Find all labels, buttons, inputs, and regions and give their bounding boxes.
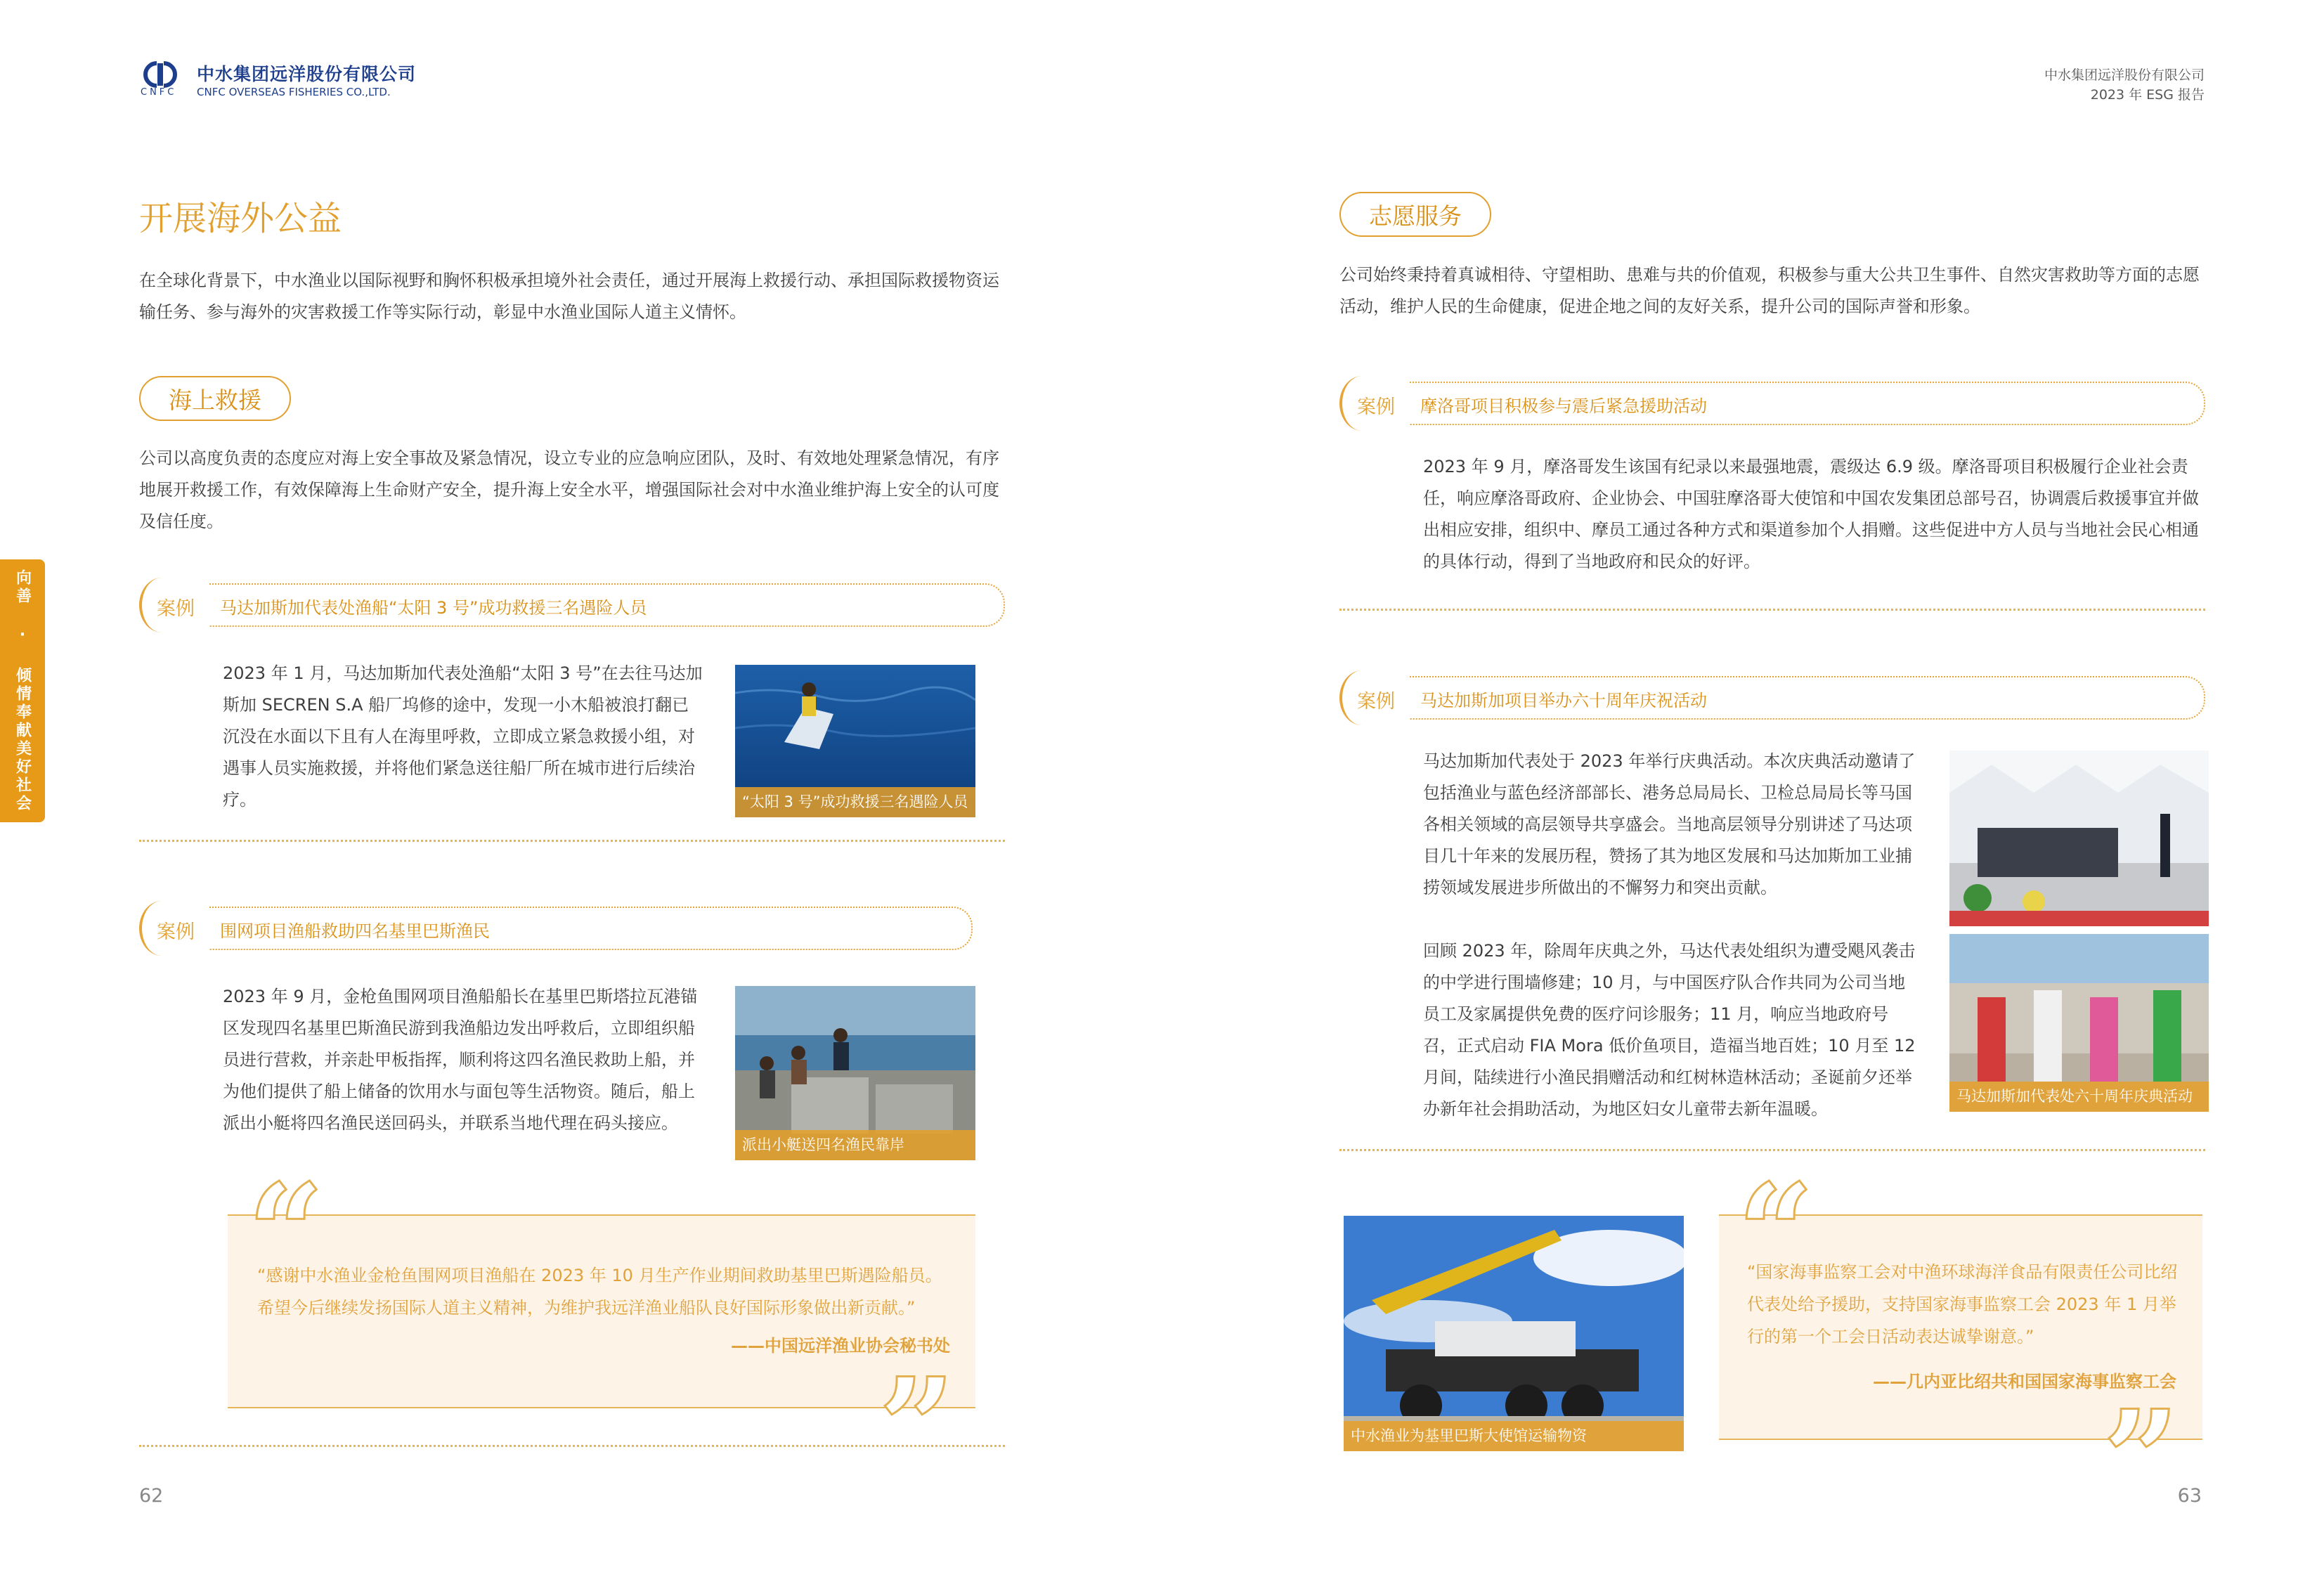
ceremony-photo xyxy=(1949,751,2209,926)
section-pill-rescue: 海上救援 xyxy=(139,376,291,421)
rescue-photo xyxy=(735,665,975,817)
photo-caption: “太阳 3 号”成功救援三名遇险人员 xyxy=(735,787,975,817)
divider xyxy=(1339,609,2205,611)
case-label: 案例 xyxy=(157,598,195,620)
close-quote-icon: ” xyxy=(2103,1381,2180,1538)
case-label: 案例 xyxy=(157,921,195,943)
case-header xyxy=(1339,676,2205,720)
divider xyxy=(139,840,1005,842)
case-text: 马达加斯加代表处于 2023 年举行庆典活动。本次庆典活动邀请了包括渔业与蓝色经济部部长、港务总局局长、卫检总局局长等马国各相关领域的高层领导共享盛会。当地高层领导分别讲述了马达项目几十年来的发展历程，赞扬了其为地区发展和马达加斯加工业捕捞领域发展进步所做出的不懈努力和突出贡献。 xyxy=(1423,751,1916,897)
case-title: 马达加斯加项目举办六十周年庆祝活动 xyxy=(1420,691,1707,710)
photo-caption: 派出小艇送四名渔民靠岸 xyxy=(735,1130,975,1160)
section-pill-volunteer: 志愿服务 xyxy=(1339,192,1491,237)
header-company: 中水集团远洋股份有限公司 xyxy=(2044,67,2205,83)
case-text: 2023 年 1 月，马达加斯加代表处渔船“太阳 3 号”在去往马达加斯加 SECREN S.A 船厂坞修的途中，发现一小木船被浪打翻已沉没在水面以下且有人在海里呼救，立即成立紧急救援小组，对遇事人员实施救援，并将他们紧急送往船厂所在城市进行后续治疗。 xyxy=(223,663,703,810)
divider xyxy=(139,1445,1005,1447)
page-number: 62 xyxy=(139,1485,164,1507)
company-name-cn: 中水集团远洋股份有限公司 xyxy=(197,64,417,84)
photo-caption: 马达加斯加代表处六十周年庆典活动 xyxy=(1949,1082,2209,1112)
case-text-2: 回顾 2023 年，除周年庆典之外，马达代表处组织为遭受飓风袭击的中学进行围墙修建；10 月，与中国医疗队合作共同为公司当地员工及家属提供免费的医疗问诊服务；11 月，响应当地政府号召，正式启动 FIA Mora 低价鱼项目，造福当地百姓；10 月至 12 月间，陆续进行小渔民捐赠活动和红树林造林活动；圣诞前夕还举办新年社会捐助活动，为地区妇女儿童带去新年温暖。 xyxy=(1423,941,1916,1119)
case-header xyxy=(1339,382,2205,425)
quote-text: “国家海事监察工会对中渔环球海洋食品有限责任公司比绍代表处给予援助，支持国家海事监察工会 2023 年 1 月举行的第一个工会日活动表达诚挚谢意。” xyxy=(1747,1262,2178,1346)
rescue-text: 公司以高度负责的态度应对海上安全事故及紧急情况，设立专业的应急响应团队，及时、有效地处理紧急情况，有序地展开救援工作，有效保障海上生命财产安全，提升海上安全水平，增强国际社会对中水渔业维护海上安全的认可度及信任度。 xyxy=(139,448,999,531)
case-label: 案例 xyxy=(1357,396,1395,418)
open-quote-icon: “ xyxy=(1737,1155,1815,1311)
case-title: 围网项目渔船救助四名基里巴斯渔民 xyxy=(220,921,490,941)
case-text: 2023 年 9 月，摩洛哥发生该国有纪录以来最强地震，震级达 6.9 级。摩洛哥项目积极履行企业社会责任，响应摩洛哥政府、企业协会、中国驻摩洛哥大使馆和中国农发集团总部号召，协调震后救援事宜并做出相应安排，组织中、摩员工通过各种方式和渠道参加个人捐赠。这些促进中方人员与当地社会民心相通的具体行动，得到了当地政府和民众的好评。 xyxy=(1423,457,2199,571)
chapter-side-tab: 向善 · 倾情奉献美好社会 xyxy=(0,559,45,822)
left-intro: 在全球化背景下，中水渔业以国际视野和胸怀积极承担境外社会责任，通过开展海上救援行动、承担国际救援物资运输任务、参与海外的灾害救援工作等实际行动，彰显中水渔业国际人道主义情怀。 xyxy=(139,271,999,322)
truck-photo xyxy=(1344,1216,1684,1451)
close-quote-icon: ” xyxy=(878,1349,956,1505)
volunteer-intro: 公司始终秉持着真诚相待、守望相助、患难与共的价值观，积极参与重大公共卫生事件、自然灾害救助等方面的志愿活动，维护人民的生命健康，促进企地之间的友好关系，提升公司的国际声誉和形象。 xyxy=(1339,265,2200,316)
header-report: 2023 年 ESG 报告 xyxy=(2090,87,2205,103)
fishermen-photo xyxy=(735,986,975,1160)
page-number: 63 xyxy=(2177,1485,2202,1507)
company-name-en: CNFC OVERSEAS FISHERIES CO.,LTD. xyxy=(197,86,391,98)
dance-photo xyxy=(1949,934,2209,1112)
open-quote-icon: “ xyxy=(247,1155,325,1311)
case-label: 案例 xyxy=(1357,691,1395,713)
case-title: 摩洛哥项目积极参与震后紧急援助活动 xyxy=(1420,396,1707,416)
case-text: 2023 年 9 月，金枪鱼围网项目渔船船长在基里巴斯塔拉瓦港锚区发现四名基里巴斯渔民游到我渔船边发出呼救后，立即组织船员进行营救，并亲赴甲板指挥，顺利将这四名渔民救助上船，并为他们提供了船上储备的饮用水与面包等生活物资。随后，船上派出小艇将四名渔民送回码头，并联系当地代理在码头接应。 xyxy=(223,987,698,1133)
case-header xyxy=(139,907,973,950)
page-title: 开展海外公益 xyxy=(139,199,342,238)
logo-abbr: CNFC xyxy=(141,87,177,98)
cnfc-logo-icon xyxy=(136,60,185,89)
case-title: 马达加斯加代表处渔船“太阳 3 号”成功救援三名遇险人员 xyxy=(220,598,647,618)
photo-caption: 中水渔业为基里巴斯大使馆运输物资 xyxy=(1344,1421,1684,1451)
quote-source: ——几内亚比绍共和国国家海事监察工会 xyxy=(1873,1372,2176,1391)
quote-text: “感谢中水渔业金枪鱼围网项目渔船在 2023 年 10 月生产作业期间救助基里巴斯遇险船员。希望今后继续发扬国际人道主义精神，为维护我远洋渔业船队良好国际形象做出新贡献。” xyxy=(257,1266,942,1318)
quote-source: ——中国远洋渔业协会秘书处 xyxy=(731,1336,950,1356)
divider xyxy=(1339,1149,2205,1151)
case-header xyxy=(139,583,1005,627)
